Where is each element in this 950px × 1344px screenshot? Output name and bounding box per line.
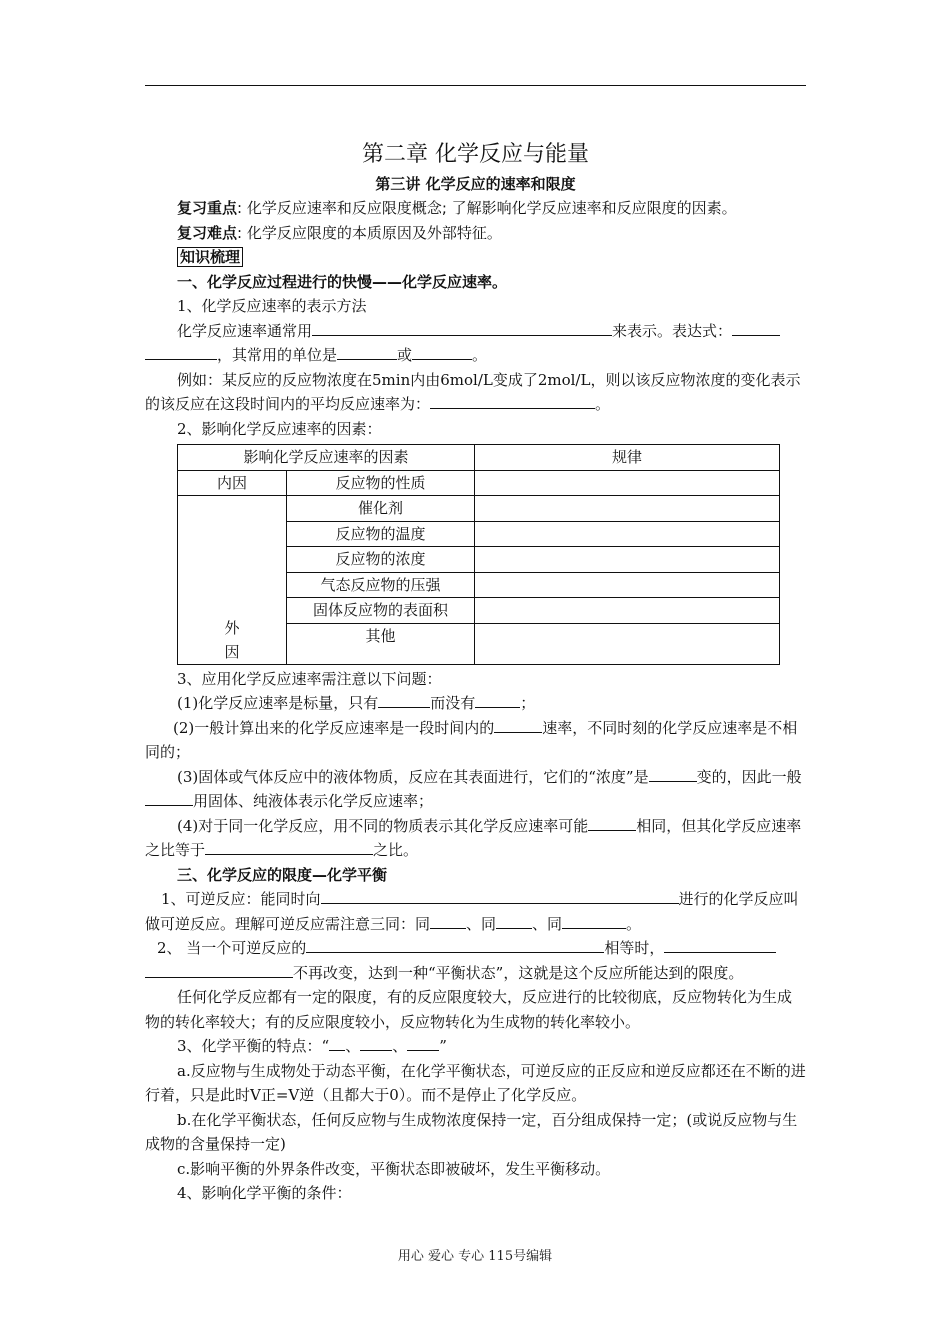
blank — [312, 320, 612, 336]
text-run: ” — [439, 1037, 447, 1055]
blank — [378, 692, 430, 708]
text-run: ，其常用的单位是 — [217, 346, 338, 364]
section-1-heading: 一、化学反应过程进行的快慢——化学反应速率。 — [177, 272, 508, 291]
blank — [407, 1035, 439, 1051]
s1-note-3 — [145, 765, 806, 814]
text-run: 。 — [626, 914, 642, 933]
text-run: 用固体、纯液体表示化学反应速率； — [193, 792, 434, 810]
text-run: 2、 当一个可逆反应的 — [157, 939, 307, 957]
s3-para: 任何化学反应都有一定的限度，有的反应限度较大，反应进行的比较彻底，反应物转化为生成物的转化率较大；有的反应限度较小，反应物转化为生成物的转化率较小。 — [145, 988, 793, 1031]
text-run: 、同 — [532, 914, 563, 933]
blank — [430, 913, 466, 929]
text-run: 来表示。表达式： — [612, 321, 733, 340]
text-run: 而没有 — [430, 694, 476, 712]
s3-r4: 4、影响化学平衡的条件： — [177, 1184, 352, 1202]
s3-point-c: c.影响平衡的外界条件改变，平衡状态即被破坏，发生平衡移动。 — [177, 1159, 611, 1178]
outer-item: 固体反应物的表面积 — [287, 598, 475, 624]
text-run: 相同，但其化学反应速率之比等于 — [145, 816, 802, 859]
rule-cell — [475, 521, 780, 547]
text-run: 速率，不同时刻的化学反应速率是不相同的； — [145, 718, 798, 761]
section-3-heading: 三、化学反应的限度—化学平衡 — [177, 865, 388, 884]
s1-example — [145, 368, 806, 417]
focus-text: : 化学反应速率和反应限度概念; 了解影响化学反应速率和反应限度的因素。 — [237, 199, 737, 217]
blank — [494, 717, 542, 733]
text-run: 变的，因此一般 — [696, 767, 802, 786]
blank — [496, 913, 532, 929]
text-run: 。 — [472, 346, 488, 364]
outer-item: 催化剂 — [287, 496, 475, 522]
inner-label: 内因 — [178, 470, 287, 496]
rule-cell — [475, 598, 780, 624]
blank — [329, 1035, 345, 1051]
text-run: 进行的化学反应叫做可逆反应。理解可逆反应需注意三同：同 — [145, 890, 799, 933]
text-run: 、同 — [466, 914, 497, 933]
difficulty-line — [145, 221, 806, 246]
page-footer: 用心 爱心 专心 115号编辑 — [397, 1249, 553, 1264]
inner-item: 反应物的性质 — [287, 470, 475, 496]
outer-item: 反应物的温度 — [287, 521, 475, 547]
text-run: 之比。 — [373, 841, 419, 859]
s1-note-4 — [145, 814, 806, 863]
rule-cell — [475, 547, 780, 573]
rule-cell — [475, 470, 780, 496]
header-rule: 规律 — [475, 445, 780, 471]
section-tag: 知识梳理 — [177, 247, 243, 267]
text-run: 、 — [392, 1037, 408, 1055]
rule-cell — [475, 623, 780, 664]
s3-r1 — [145, 887, 806, 936]
text-run: 或 — [397, 346, 413, 364]
outer-label — [178, 496, 287, 665]
text-run: ； — [520, 694, 536, 712]
s1-p2-title: 2、影响化学反应速率的因素： — [177, 419, 382, 438]
blank — [732, 320, 780, 336]
s1-note-2 — [145, 716, 806, 765]
s3-r3 — [145, 1034, 806, 1059]
difficulty-text: : 化学反应限度的本质原因及外部特征。 — [237, 223, 502, 242]
text-run: (2)一般计算出来的化学反应速率是一段时间内的 — [173, 718, 495, 737]
outer-label-1: 外 — [224, 618, 240, 637]
s1-p1-line — [145, 319, 806, 368]
blank — [412, 344, 472, 360]
s3-r2 — [145, 936, 806, 985]
blank — [475, 692, 520, 708]
blank — [205, 839, 373, 855]
blank — [664, 937, 776, 953]
blank — [321, 888, 679, 904]
rule-cell — [475, 496, 780, 522]
text-run: (3)固体或气体反应中的液体物质，反应在其表面进行，它们的“浓度”是 — [177, 767, 649, 786]
text-run: 3、化学平衡的特点：“ — [177, 1037, 330, 1055]
text-run: 。 — [595, 395, 611, 413]
blank — [145, 790, 193, 806]
s1-p3-title: 3、应用化学反应速率需注意以下问题： — [177, 669, 442, 688]
text-run: 相等时， — [604, 939, 665, 957]
blank — [145, 962, 293, 978]
text-run: (4)对于同一化学反应，用不同的物质表示其化学反应速率可能 — [177, 816, 589, 835]
outer-item: 反应物的浓度 — [287, 547, 475, 573]
rule-cell — [475, 572, 780, 598]
text-run: (1)化学反应速率是标量，只有 — [177, 694, 379, 712]
document-body — [145, 138, 806, 1206]
text-run: 例如：某反应的反应物浓度在5min内由6mol/L变成了2mol/L，则以该反应物浓度的变化表示的该反应在这段时间内的平均反应速率为： — [145, 370, 801, 413]
text-run: 1、可逆反应：能同时向 — [161, 890, 321, 908]
difficulty-label: 复习难点 — [177, 223, 238, 242]
blank — [360, 1035, 392, 1051]
s3-point-b: b.在化学平衡状态，任何反应物与生成物浓度保持一定，百分组成保持一定；(或说反应物与生成物的含量保持一定) — [145, 1110, 798, 1153]
blank — [306, 937, 604, 953]
s3-point-a: a.反应物与生成物处于动态平衡，在化学平衡状态，可逆反应的正反应和逆反应都还在不断的进行着，只是此时V正=V逆（且都大于0）。而不是停止了化学反应。 — [145, 1061, 806, 1104]
header-rule — [145, 85, 806, 86]
text-run: 化学反应速率通常用 — [177, 321, 313, 340]
factors-table — [177, 444, 780, 665]
focus-label: 复习重点 — [177, 199, 238, 217]
lesson-subtitle: 第三讲 化学反应的速率和限度 — [375, 175, 576, 193]
header-factor: 影响化学反应速率的因素 — [178, 445, 475, 471]
blank — [562, 913, 626, 929]
outer-item: 其他 — [287, 623, 475, 664]
chapter-title: 第二章 化学反应与能量 — [362, 142, 589, 167]
blank — [430, 393, 595, 409]
blank — [649, 766, 697, 782]
s1-note-1 — [145, 691, 806, 716]
blank — [145, 344, 217, 360]
blank — [337, 344, 397, 360]
s1-p1-title: 1、化学反应速率的表示方法 — [177, 297, 367, 315]
section-tag-line — [145, 245, 806, 270]
blank — [588, 815, 636, 831]
focus-line — [145, 196, 806, 221]
outer-label-2: 因 — [224, 642, 240, 661]
text-run: 、 — [345, 1037, 361, 1055]
outer-item: 气态反应物的压强 — [287, 572, 475, 598]
text-run: 不再改变，达到一种“平衡状态”，这就是这个反应所能达到的限度。 — [293, 963, 744, 982]
